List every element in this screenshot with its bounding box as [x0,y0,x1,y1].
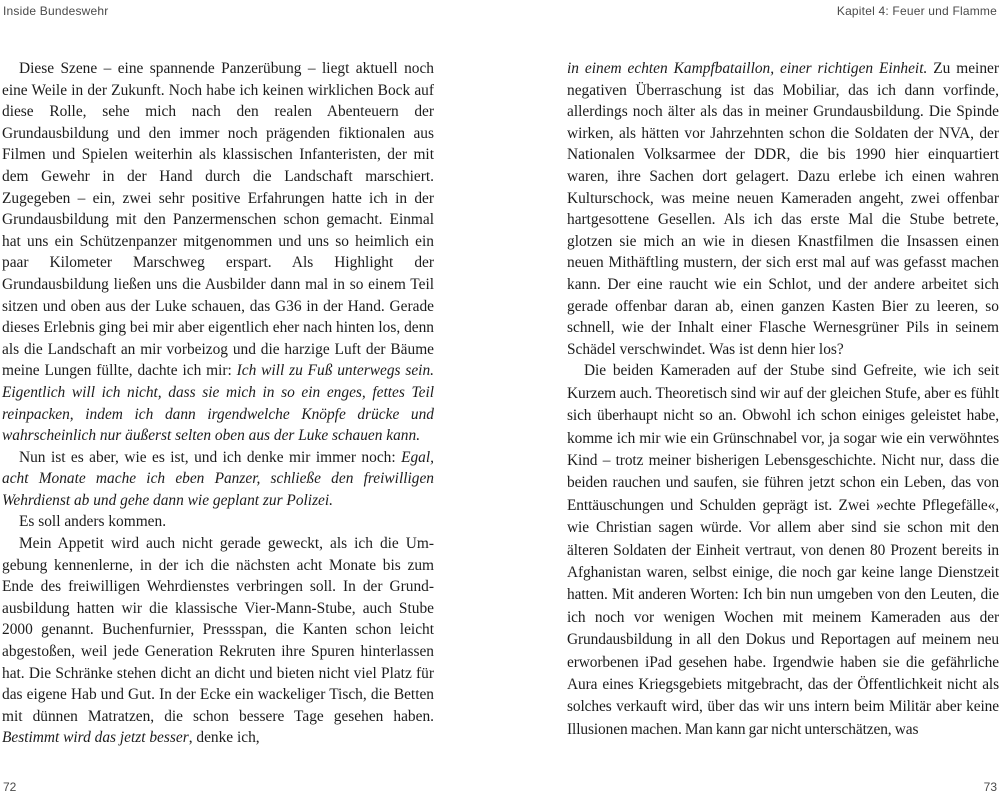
left-page-text-column [2,58,434,749]
left-p2-italic: Egal, acht Monate mache ich eben Panzer, schließe den freiwilligen Wehrdienst ab und gehe dann wie geplant zur Polizei. [2,448,434,509]
running-head-right: Kapitel 4: Feuer und Flamme [836,4,997,18]
left-paragraph-1 [2,58,434,447]
left-p1-text: Diese Szene – eine spannende Panzerübung – liegt aktuell noch eine Weile in der Zukunft. Noch habe ich keinen wirklichen Bock auf diese Rolle, sehe mich nach den realen Abenteuern der Grundausbildung und den immer noch prägenden fiktionalen aus Filmen und Spielen weiterhin als klassischen Infanteristen, der mit dem Gewehr in der Hand durch die Landschaft marschiert. Zugegeben – ein, zwei sehr positive Erfahrungen hatte ich in der Grundausbildung mit den Panzermenschen schon gemacht. Einmal hat uns ein Schützenpanzer mitgenommen und uns so heimlich ein paar Kilometer Marschweg erspart. Als Highlight der Grundausbildung ließen uns die Ausbilder dann mal in so einem Teil sitzen und oben aus der Luke schauen, das G36 in der Hand. Gerade dieses Erlebnis ging bei mir aber eigentlich eher nach hinten los, denn als die Landschaft an mir vorbeizog und die harzige Luft der Bäume meine Lungen füllte, dachte ich mir: [2,60,434,380]
left-p1-italic: Ich will zu Fuß unterwegs sein. Eigentlich will ich nicht, dass sie mich in so ein enges, fettes Teil reinpacken, indem ich dann irgendwelche Knöpfe drücke und wahrscheinlich nur äußerst selten oben aus der Luke schauen kann. [2,362,434,445]
right-page-text-column [567,58,999,741]
right-paragraph-1 [567,58,999,360]
left-p4-text: Mein Appetit wird auch nicht gerade geweckt, als ich die Umgebung kennenlerne, in der ich die nächsten acht Monate bis zum Ende des freiwilligen Wehrdienstes verbringen soll. In der Grundausbildung hatten wir die klassische Vier-Mann-Stube, auch Stube 2000 genannt. Buchenfurnier, Pressspan, die Kanten schon leicht abgestoßen, weil jede Generation Rekruten ihre Spuren hinterlassen hat. Die Schränke stehen dicht an dicht und bieten nicht viel Platz für das eigene Hab und Gut. In der Ecke ein wackeliger Tisch, die Betten mit dünnen Matratzen, die schon bessere Tage gesehen haben. [2,535,434,725]
left-paragraph-2 [2,447,434,512]
right-p2-text: Die beiden Kameraden auf der Stube sind Gefreite, wie ich seit Kurzem auch. Theoretisch sind wir auf der gleichen Stufe, aber es fühlt sich überhaupt nicht so an. Obwohl ich schon einiges geleistet habe, komme ich mir wie ein Grünschnabel vor, ja sogar wie ein verwöhntes Kind – trotz meiner bisherigen Lebensgeschichte. Nicht nur, dass die beiden rauchen und saufen, sie führen jetzt schon ein Leben, das von Enttäuschungen und Schulden geprägt ist. Zwei »echte Pflegefälle«, wie Christian sagen würde. Vor allem aber sind sie schon mit den älteren Soldaten der Einheit vertraut, von denen 80 Prozent bereits in Afghanistan waren, selbst einige, die noch gar keine lange Dienstzeit hatten. Mit anderen Worten: Ich bin nun umgeben von den Leuten, die ich noch vor wenigen Wochen mit meinem Kameraden aus der Grundausbildung in all den Dokus und Reportagen auf meinem neu erworbenen iPad gesehen habe. Irgendwie haben sie die gefährliche Aura eines Kriegsgebiets mitgebracht, das der Öffentlichkeit nicht als solches verkauft wird, über das wir uns intern beim Militär aber keine Illusionen machen. Man kann gar nicht unterschätzen, was [567,362,999,738]
left-p4-text-end: , denke ich, [188,729,260,747]
left-paragraph-3 [2,511,434,533]
running-head-left: Inside Bundeswehr [3,4,109,18]
page-number-left: 72 [3,780,17,794]
right-paragraph-2 [567,360,999,741]
page-number-right: 73 [983,780,997,794]
right-p1-italic: in einem echten Kampfbataillon, einer richtigen Einheit. [567,60,928,77]
left-p2-text: Nun ist es aber, wie es ist, und ich denke mir immer noch: [19,448,402,466]
left-paragraph-4 [2,533,434,749]
left-p3-text: Es soll anders kommen. [19,513,167,531]
right-p1-text: Zu meiner negativen Überraschung ist das Mobiliar, das ich dann vorfinde, allerdings noch älter als das in meiner Grundausbildung. Die Spinde wirken, als hätten vor Jahrzehnten schon die Soldaten der NVA, der Nationalen Volksarmee der DDR, die bis 1990 hier einquartiert waren, ihre Sachen dort gelagert. Dazu erlebe ich einen wahren Kulturschock, was meine neuen Kameraden angeht, zwei offenbar hartgesottene Gesellen. Als ich das erste Mal die Stube betrete, glotzen sie mich an wie in diesen Knastfilmen die Insassen einen neuen Mithäftling mustern, der sich erst mal auf was gefasst machen kann. Der eine raucht wie ein Schlot, und der andere arbeitet sich gerade offenbar daran ab, einen ganzen Kasten Bier zu leeren, so schnell, wie der Inhalt einer Flasche Wernesgrüner Pils in seinem Schädel verschwindet. Was ist denn hier los? [567,60,999,358]
left-p4-italic: Bestimmt wird das jetzt besser [2,729,189,747]
